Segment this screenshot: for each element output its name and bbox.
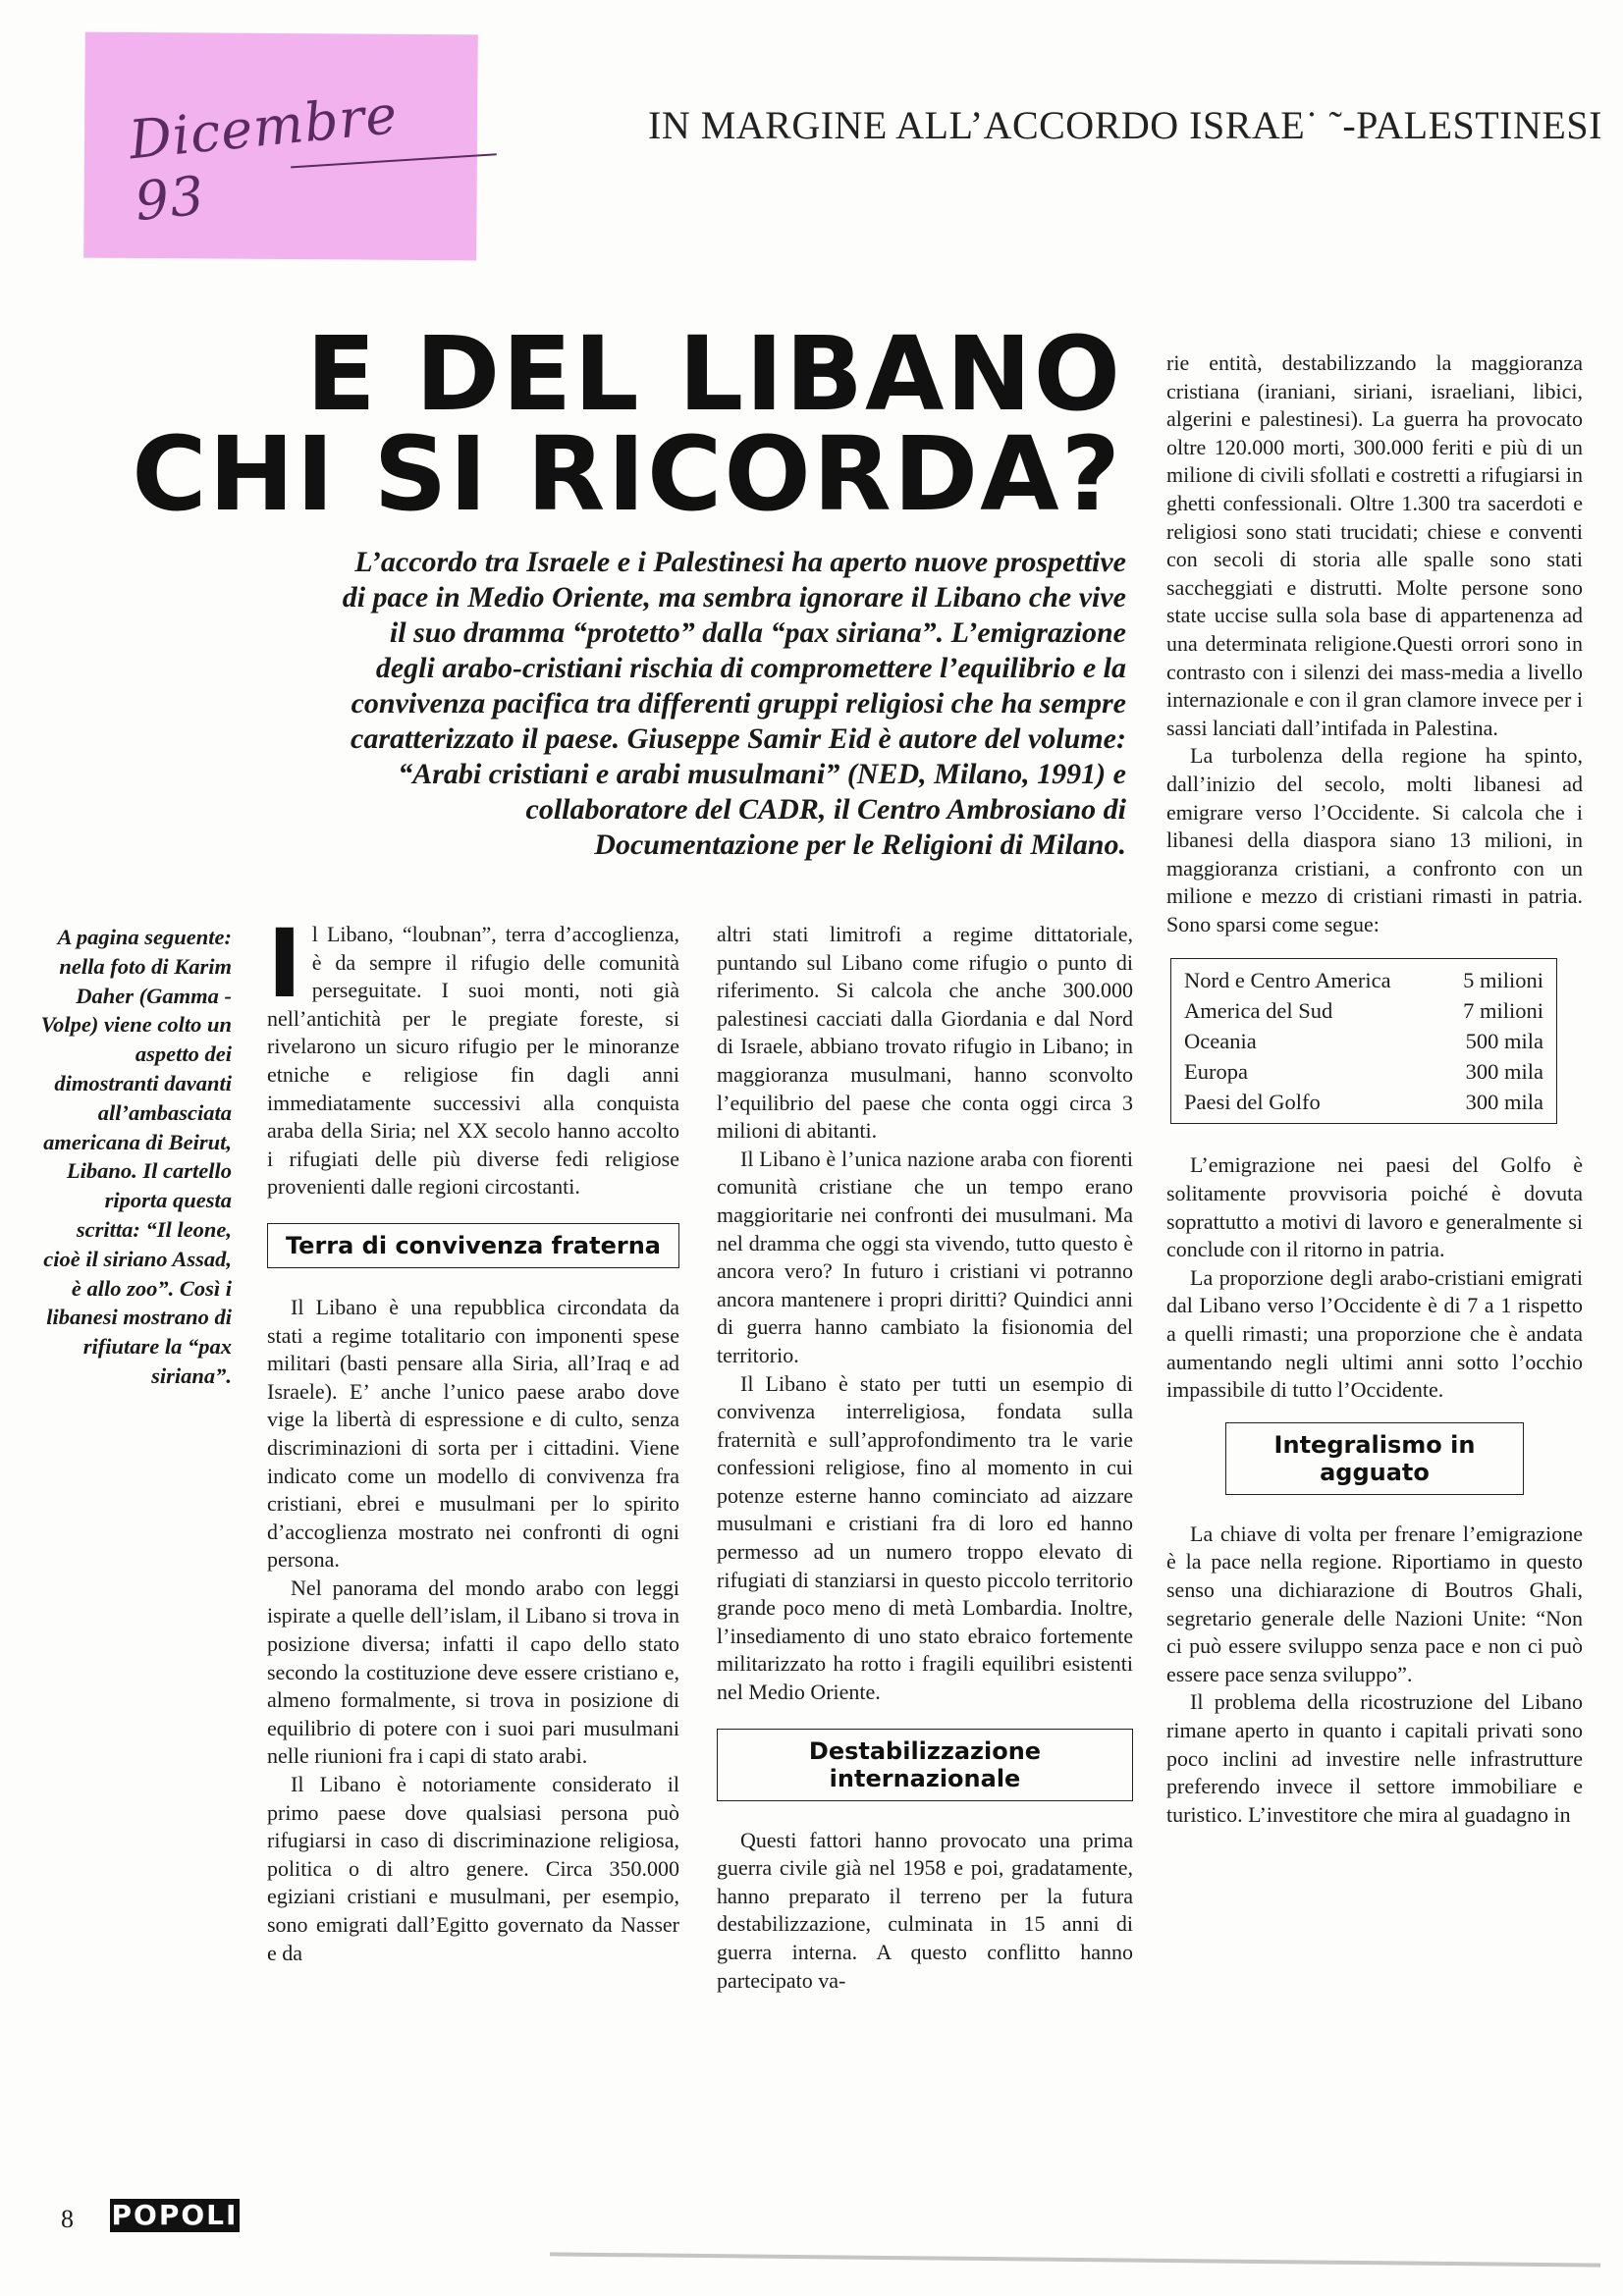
paragraph: altri stati limitrofi a regime dittatoriale, puntando sul Libano come rifugio o punto di riferimento. Si calcola che anche 300.000 palestinesi cacciati dalla Giordania e dal Nord di Israele, abbiano trovato rifugio in Libano; in maggioranza musulmani, hanno sconvolto l’equilibrio del paese che conta oggi circa 3 milioni di abitanti. xyxy=(717,922,1133,1144)
paragraph: Il problema della ricostruzione del Libano rimane aperto in quanto i capitali privati sono poco inclini ad investire nelle infrastrutture preferendo invece il settore immobiliare e turistico. L’investitore che mira al guadagno in xyxy=(1166,1689,1583,1827)
value-cell: 500 mila xyxy=(1465,1029,1543,1054)
paragraph: Il Libano è l’unica nazione araba con fiorenti comunità cristiane che un tempo erano maggioritarie nei confronti dei musulmani. Ma nel dramma che oggi sta vivendo, tutto questo è ancora vero? In futuro i cristiani vi potranno ancora mantenere i propri diritti? Quindici anni di guerra hanno cambiato la fisionomia del territorio. xyxy=(717,1146,1133,1367)
value-cell: 300 mila xyxy=(1465,1059,1543,1085)
photo-caption: A pagina seguente: nella foto di Karim Daher (Gamma - Volpe) viene colto un aspetto dei dimostranti davanti all’ambasciata americana di Beirut, Libano. Il cartello riporta questa scritta: “Il leone, cioè il siriano Assad, è allo zoo”. Così i libanesi mostrano di rifiutare la “pax siriana”. xyxy=(40,925,232,1388)
sticky-note xyxy=(83,32,478,261)
handwritten-date: Dicembre 93 xyxy=(126,82,401,234)
paragraph: Il Libano è notoriamente considerato il primo paese dove qualsiasi persona può rifugiarsi in caso di discriminazione religiosa, politica o di altro genere. Circa 350.000 egiziani cristiani e musulmani, per esempio, sono emigrati dall’Egitto governato da Nasser e da xyxy=(267,1772,679,1965)
table-row xyxy=(1183,1087,1544,1117)
paragraph: Nel panorama del mondo arabo con leggi ispirate a quelle dell’islam, il Libano si trova in posizione diversa; infatti il capo dello stato secondo la costituzione deve essere cristiano e, almeno formalmente, si trova in posizione di equilibrio di potere con i suoi pari musulmani nelle riunioni fra i capi di stato arabi. xyxy=(267,1575,679,1769)
lede: L’accordo tra Israele e i Palestinesi ha aperto nuove prospettive di pace in Medio Oriente, ma sembra ignorare il Libano che vive il suo dramma “protetto” dalla “pax siriana”. L’emigrazione degli arabo-cristiani rischia di compromettere l’equilibrio e la convivenza pacifica tra differenti gruppi religiosi che ha sempre caratterizzato il paese. Giuseppe Samir Eid è autore del volume: “Arabi cristiani e arabi musulmani” (NED, Milano, 1991) e collaboratore del CADR, il Centro Ambrosiano di Documentazione per le Religioni di Milano. xyxy=(342,546,1126,861)
region-cell: Nord e Centro America xyxy=(1184,968,1391,993)
scan-edge-mark xyxy=(550,2252,1600,2267)
headline xyxy=(132,314,1122,534)
page-number: 8 xyxy=(61,2205,74,2233)
paragraph: L’emigrazione nei paesi del Golfo è solitamente provvisoria poiché è dovuta soprattutto a motivi di lavoro e generalmente si conclude con il ritorno in patria. xyxy=(1166,1152,1583,1262)
article-column-3 xyxy=(1166,349,1583,1829)
subheading-destabilizzazione: Destabilizzazione internazionale xyxy=(717,1729,1133,1801)
region-cell: America del Sud xyxy=(1184,998,1333,1024)
headline-line-2: CHI SI RICORDA? xyxy=(132,414,1122,534)
paragraph: La turbolenza della regione ha spinto, dall’inizio del secolo, molti libanesi ad emigrare verso l’Occidente. Si calcola che i libanesi della diaspora siano 13 milioni, in maggioranza cristiani, a confronto con un milione e mezzo di cristiani rimasti in patria. Sono sparsi come segue: xyxy=(1166,743,1583,936)
paragraph: La chiave di volta per frenare l’emigrazione è la pace nella regione. Riportiamo in questo senso una dichiarazione di Boutros Ghali, segretario generale delle Nazioni Unite: “Non ci può essere sviluppo senza pace e non ci può essere pace senza sviluppo”. xyxy=(1166,1521,1583,1686)
table-row xyxy=(1183,995,1544,1026)
subheading-convivenza: Terra di convivenza fraterna xyxy=(267,1223,679,1268)
value-cell: 300 mila xyxy=(1465,1090,1543,1115)
drop-cap: I xyxy=(267,909,302,1019)
section-kicker: IN MARGINE ALL’ACCORDO ISRAE˙ ˜-PALESTINESI xyxy=(648,103,1602,147)
diaspora-table xyxy=(1183,965,1544,1117)
magazine-logo: POPOLI xyxy=(111,2199,239,2231)
value-cell: 5 milioni xyxy=(1463,968,1543,993)
region-cell: Oceania xyxy=(1184,1029,1257,1054)
paragraph: Il Libano è una repubblica circondata da stati a regime totalitario con imponenti spese militari (basti pensare alla Siria, all’Iraq e ad Israele). E’ anche l’unico paese arabo dove vige la libertà di espressione e di culto, senza discriminazioni di sorta per i cittadini. Viene indicato come un modello di convivenza fra cristiani, ebrei e musulmani per lo spirito d’accoglienza mostrato nei confronti di ogni persona. xyxy=(267,1294,679,1573)
region-cell: Europa xyxy=(1184,1059,1248,1085)
subheading-integralismo: Integralismo in agguato xyxy=(1225,1422,1524,1495)
paragraph: Il Libano è stato per tutti un esempio di convivenza interreligiosa, fondata sulla fraternità e sull’approfondimento tra le varie confessioni religiose, fino al momento in cui potenze esterne hanno cominciato ad aizzare musulmani e cristiani fra di loro ed hanno permesso ad un numero troppo elevato di rifugiati di stanziarsi in questo piccolo territorio grande poco meno di metà Lombardia. Inoltre, l’insediamento di uno stato ebraico fortemente militarizzato ha rotto i fragili equilibri esistenti nel Medio Oriente. xyxy=(717,1370,1133,1705)
paragraph: rie entità, destabilizzando la maggioranza cristiana (iraniani, siriani, israeliani, libici, algerini e palestinesi). La guerra ha provocato oltre 120.000 morti, 300.000 feriti e più di un milione di civili sfollati e costretti a rifugiarsi in ghetti confessionali. Oltre 1.300 tra sacerdoti e religiosi sono stati trucidati; chiese e conventi con secoli di storia alle spalle sono stati saccheggiati e distrutti. Molte persone sono state uccise sulla sola base di appartenenza ad una determinata religione.Questi orrori sono in contrasto con i silenzi dei mass-media a livello internazionale e con il gran clamore invece per i sassi lanciati dall’intifada in Palestina. xyxy=(1166,350,1583,740)
table-row xyxy=(1183,1026,1544,1056)
diaspora-table-box xyxy=(1170,958,1557,1124)
table-row xyxy=(1183,1056,1544,1087)
paragraph xyxy=(267,909,679,1201)
value-cell: 7 milioni xyxy=(1463,998,1543,1024)
article-column-2 xyxy=(717,921,1133,1995)
paragraph: Questi fattori hanno provocato una prima guerra civile già nel 1958 e poi, gradatamente, hanno preparato il terreno per la futura destabilizzazione, culminata in 15 anni di guerra interna. A questo conflitto hanno partecipato va- xyxy=(717,1827,1133,1993)
paragraph-text: l Libano, “loubnan”, terra d’accoglienza, è da sempre il rifugio delle comunità perseguitate. I suoi monti, noti già nell’antichità per le pregiate foreste, si rivelarono un sicuro rifugio per le minoranze etniche e religiose fin dagli anni immediatamente successivi alla conquista araba della Siria; nel XX secolo hanno accolto i rifugiati delle più diverse fedi religiose provenienti dalle regioni circostanti. xyxy=(267,922,679,1200)
region-cell: Paesi del Golfo xyxy=(1184,1090,1321,1115)
table-row xyxy=(1183,965,1544,995)
paragraph: La proporzione degli arabo-cristiani emigrati dal Libano verso l’Occidente è di 7 a 1 rispetto a quelli rimasti; una proporzione che è andata aumentando negli ultimi anni sotto l’occhio impassibile di tutto l’Occidente. xyxy=(1166,1264,1583,1403)
article-column-1 xyxy=(267,909,679,1967)
headline-line-1: E DEL LIBANO xyxy=(305,314,1122,434)
